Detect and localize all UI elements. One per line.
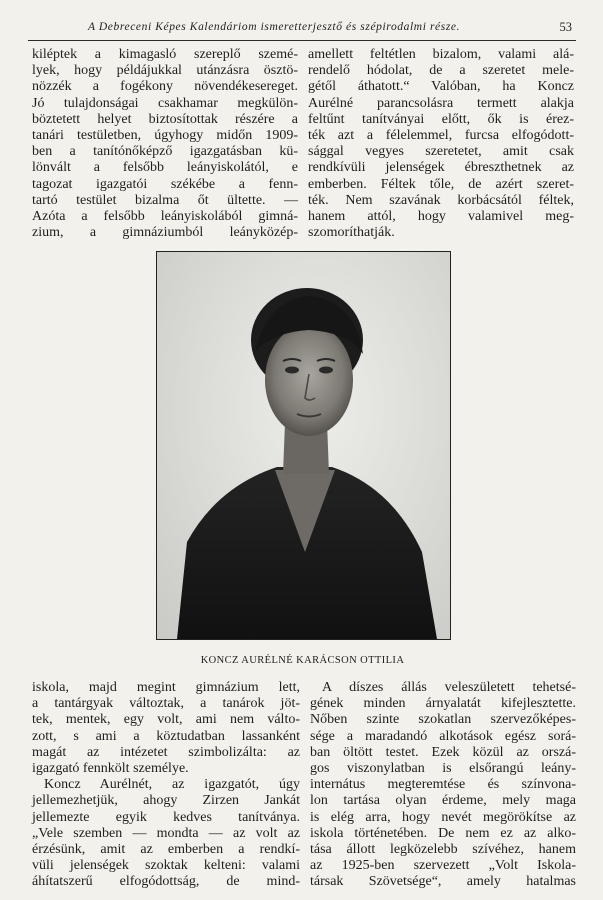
text-line: sággal vegyes szeretetet, amit csak xyxy=(308,144,574,160)
text-line: lon tartása olyan érdeme, mely maga xyxy=(310,793,576,809)
text-line: hanem attól, hogy valamivel meg- xyxy=(308,209,574,225)
text-line: kiléptek a kimagasló szereplő szemé- xyxy=(32,47,298,62)
text-line: a tantárgyak változtak, a tanárok jöt- xyxy=(32,696,300,712)
text-line: ban öltött testet. Ezek közül az orszá- xyxy=(310,744,576,760)
text-line: az 1925-ben szervezett „Volt Iskola- xyxy=(310,858,576,874)
portrait-image xyxy=(157,252,450,639)
text-line: jellemezte egyik kedves tanítványa. xyxy=(32,809,300,825)
text-line: lönvált a felsőbb leányiskolától, e xyxy=(32,160,298,176)
text-line: rendelő hódolat, de a szeretet mele- xyxy=(308,63,574,79)
text-line: magát az intézetet szimbolizálta: az xyxy=(32,744,300,760)
text-line: gének minden árnyalatát kifejlesztette. xyxy=(310,696,576,712)
text-line: A díszes állás veleszületett tehetsé- xyxy=(322,680,576,695)
text-line: Nőben szinte szokatlan szervezőképes- xyxy=(310,712,576,728)
text-line: tanári testületben, úgyhogy midőn 1909- xyxy=(32,128,298,144)
text-line: ték azt a félelemmel, furcsa elfogódott- xyxy=(308,128,574,144)
text-line: sége a maradandó alkotások egész sorá- xyxy=(310,728,576,744)
text-line: tek, mentek, egy volt, ami nem válto- xyxy=(32,712,300,728)
text-line: igazgató fennkölt személye. xyxy=(32,761,189,777)
text-line: iskola, majd megint gimnázium lett, xyxy=(32,680,300,695)
top-left-column xyxy=(32,47,298,241)
text-line: zott, s ami a köztudatban lassanként xyxy=(32,728,300,744)
text-line: jellemezhetjük, ahogy Zirzen Jankát xyxy=(32,793,300,809)
text-line: iskola történetében. De nem ez az alko- xyxy=(310,825,576,841)
text-line: amellett feltétlen bizalom, valami alá- xyxy=(308,47,574,62)
text-line: emberben. Féltek tőle, de azért szeret- xyxy=(308,176,574,192)
text-line: szomoríthatják. xyxy=(308,225,395,241)
text-line: áhítatszerű elfogódottság, de mind- xyxy=(32,874,300,890)
text-line: böztetett helyet biztosítottak részére a xyxy=(32,111,298,127)
text-line: Aurélné parancsolásra termett alakja xyxy=(308,95,574,111)
text-line: társak Szövetsége“, amely hatalmas xyxy=(310,874,576,890)
text-line: rendkívüli jelenségek ébreszthetnek az xyxy=(308,160,574,176)
bottom-right-column xyxy=(310,680,576,891)
text-line: ben a tanítónőképző igazgatásban kü- xyxy=(32,144,298,160)
page-number: 53 xyxy=(559,20,572,34)
text-line: Koncz Aurélnét, az igazgatót, úgy xyxy=(44,777,300,793)
text-line: nözzék a fogékony növendékesereget. xyxy=(32,79,298,95)
text-line: gétől áthatott.“ Valóban, ha Koncz xyxy=(308,79,574,95)
text-line: ték. Nem szavának korbácsától féltek, xyxy=(308,192,574,208)
text-line: tása állott legközelebb szívéhez, hanem xyxy=(310,842,576,858)
text-line: vüli jelenségek szoktak kelteni: valami xyxy=(32,858,300,874)
running-header-title: A Debreceni Képes Kalendáriom ismeretterjesztő és szépirodalmi része. xyxy=(88,21,461,33)
text-line: is elég arra, hogy nevét megörökítse az xyxy=(310,809,576,825)
text-line: zium, a gimnáziumból leányközép- xyxy=(32,225,298,241)
text-line: feltűnt tanítványai előtt, ők is érez- xyxy=(308,111,574,127)
text-line: internátus megteremtése és színvona- xyxy=(310,777,576,793)
bottom-left-column xyxy=(32,680,300,891)
text-line: Azóta a felsőbb leányiskolából gimná- xyxy=(32,209,298,225)
text-line: érzésünk, amit az emberben a rendkí- xyxy=(32,842,300,858)
top-right-column xyxy=(308,47,574,241)
text-line: gos viszonylatban is elsőrangú leány- xyxy=(310,761,576,777)
portrait-photo xyxy=(156,251,451,640)
text-line: tagozat igazgatói székébe a fenn- xyxy=(32,176,298,192)
text-line: „Vele szemben — mondta — az volt az xyxy=(32,825,300,841)
text-line: Jó tulajdonságai csakhamar megkülön- xyxy=(32,95,298,111)
text-line: lyek, hogy példájukkal utánzásra ösztö- xyxy=(32,63,298,79)
photo-caption: KONCZ AURÉLNÉ KARÁCSON OTTILIA xyxy=(200,655,405,666)
text-line: tartó testület bizalma őt ültette. — xyxy=(32,192,298,208)
running-header xyxy=(28,18,576,41)
